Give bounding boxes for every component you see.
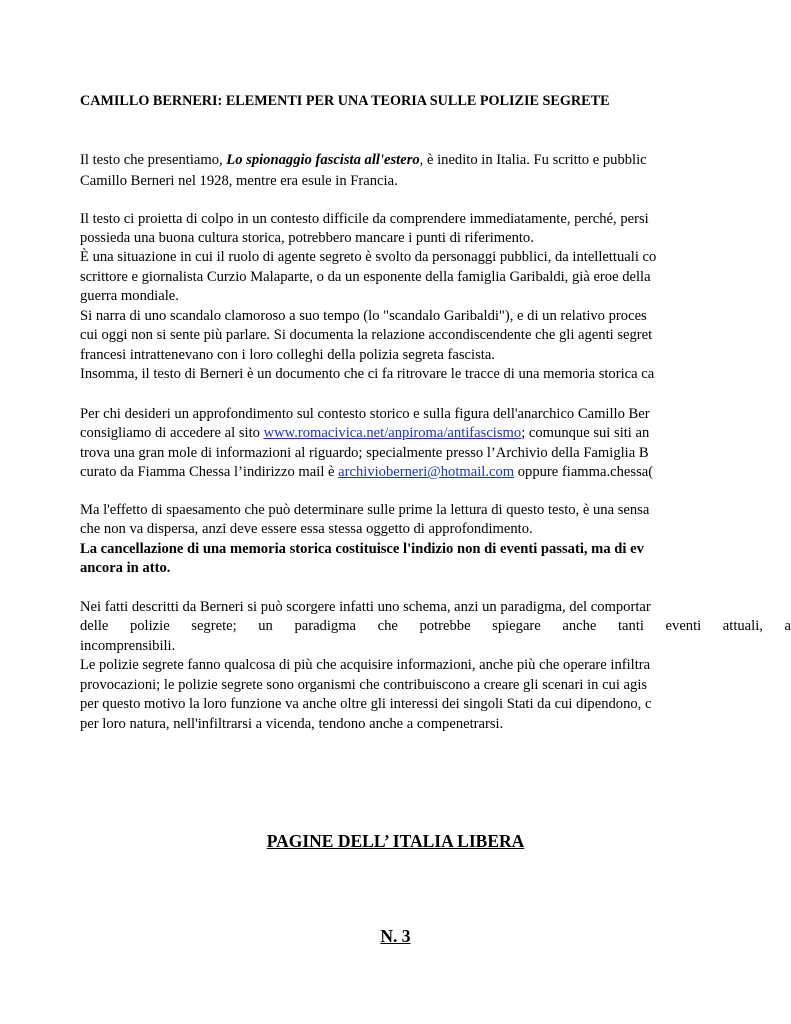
book-title: Lo spionaggio fascista all'estero (226, 152, 420, 168)
paradigm-line-5: provocazioni; le polizie segrete sono organismi che contribuiscono a creare gli scenari in cui agis (80, 677, 648, 693)
issue-number: N. 3 (380, 926, 411, 946)
effect-bold-line-1: La cancellazione di una memoria storica costituisce l'indizio non di eventi passati, ma di ev (80, 541, 644, 557)
context-line-4: scrittore e giornalista Curzio Malaparte, o da un esponente della famiglia Garibaldi, già eroe della (80, 269, 651, 285)
romacivica-link[interactable]: www.romacivica.net/anpiroma/antifascismo (263, 425, 522, 441)
paradigm-line-1: Nei fatti descritti da Berneri si può scorgere infatti uno schema, anzi un paradigma, del comportar (80, 599, 651, 615)
intro-line-1: Il testo che presentiamo, Lo spionaggio fascista all'estero, è inedito in Italia. Fu scritto e pubblic (80, 152, 647, 168)
context-line-6: Si narra di uno scandalo clamoroso a suo tempo (lo "scandalo Garibaldi"), e di un relativo proces (80, 308, 647, 324)
resources-line-2: consigliamo di accedere al sito www.romacivica.net/anpiroma/antifascismo; comunque sui siti an (80, 425, 650, 441)
paradigm-line-4: Le polizie segrete fanno qualcosa di più che acquisire informazioni, anche più che operare infiltra (80, 657, 651, 673)
intro-line-2: Camillo Berneri nel 1928, mentre era esule in Francia. (80, 173, 398, 189)
paradigm-line-3: incomprensibili. (80, 638, 176, 654)
paradigm-line-6: per questo motivo la loro funzione va anche oltre gli interessi dei singoli Stati da cui dipendono, c (80, 696, 652, 712)
resources-line-4: curato da Fiamma Chessa l’indirizzo mail è archivioberneri@hotmail.com oppure fiamma.chessa( (80, 464, 654, 480)
paradigm-line-7: per loro natura, nell'infiltrarsi a vicenda, tendono anche a compenetrarsi. (80, 716, 504, 732)
context-line-2: possieda una buona cultura storica, potrebbero mancare i punti di riferimento. (80, 230, 534, 246)
context-line-5: guerra mondiale. (80, 288, 179, 304)
context-line-9: Insomma, il testo di Berneri è un documento che ci fa ritrovare le tracce di una memoria storica ca (80, 366, 655, 382)
effect-bold-line-2: ancora in atto. (80, 560, 171, 576)
email-link[interactable]: archivioberneri@hotmail.com (338, 464, 515, 480)
context-line-7: cui oggi non si sente più parlare. Si documenta la relazione accondiscendente che gli agenti segret (80, 327, 653, 343)
context-line-8: francesi intrattenevano con i loro colleghi della polizia segreta fascista. (80, 347, 495, 363)
effect-line-1: Ma l'effetto di spaesamento che può determinare sulle prime la lettura di questo testo, è una sensa (80, 502, 650, 518)
section-heading: PAGINE DELL’ ITALIA LIBERA (266, 831, 525, 851)
paradigm-line-2: delle polizie segrete; un paradigma che potrebbe spiegare anche tanti eventi attuali, a (80, 618, 791, 634)
resources-line-3: trova una gran mole di informazioni al riguardo; specialmente presso l’Archivio della Famiglia B (80, 445, 649, 461)
context-line-3: È una situazione in cui il ruolo di agente segreto è svolto da personaggi pubblici, da intellettuali co (80, 249, 657, 265)
document-title: CAMILLO BERNERI: ELEMENTI PER UNA TEORIA SULLE POLIZIE SEGRETE (80, 93, 610, 109)
context-line-1: Il testo ci proietta di colpo in un contesto difficile da comprendere immediatamente, perché, persi (80, 211, 649, 227)
effect-line-2: che non va dispersa, anzi deve essere essa stessa oggetto di approfondimento. (80, 521, 533, 537)
resources-line-1: Per chi desideri un approfondimento sul contesto storico e sulla figura dell'anarchico Camillo Ber (80, 406, 650, 422)
